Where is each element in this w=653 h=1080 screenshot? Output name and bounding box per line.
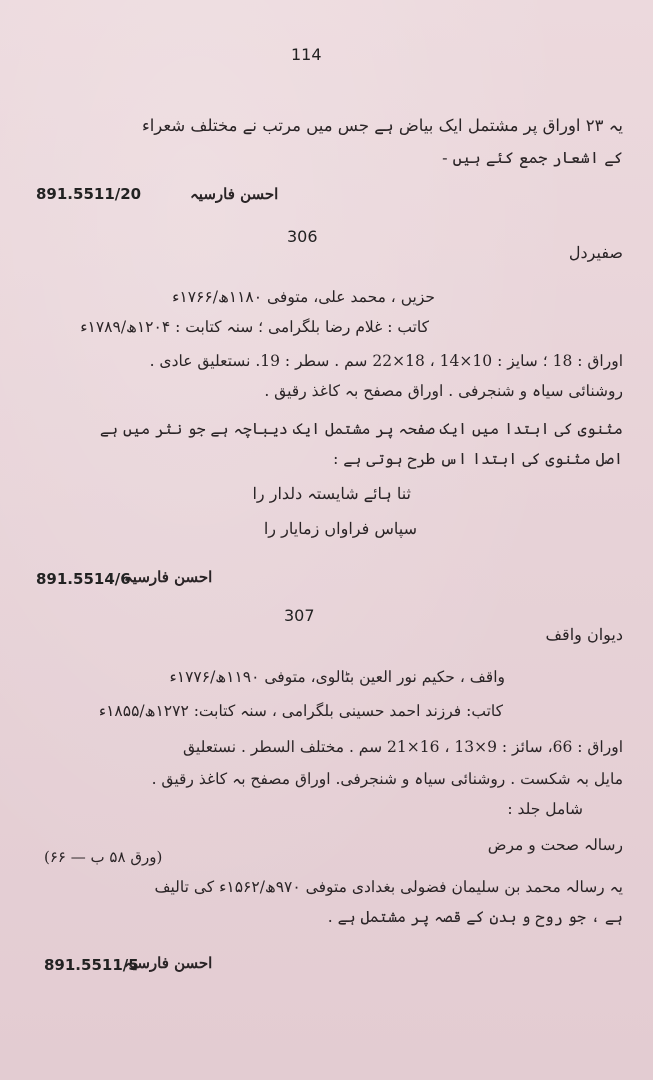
entry-305-call-number: 891.5511/20 [36,185,142,203]
entry-305-text-line-2: کے اشعار جمع کئے ہیں - [442,148,623,167]
entry-306-collection: احسن فارسیہ [124,568,213,586]
entry-307-scribe: کاتب: فرزند احمد حسینی بلگرامی ، سنہ کتابت: ۱۲۷۲ھ/۱۸۵۵ء [98,702,503,720]
entry-307-contains-label: شامل جلد : [507,800,583,818]
entry-306-verse-2: سپاس فراواں زمایار را [263,519,417,538]
entry-307-description-line-1: یہ رسالہ محمد بن سلیمان فضولی بغدادی متوفی ۹۷۰ھ/۱۵۶۲ء کی تالیف [154,878,623,896]
entry-307-number: 307 [284,606,315,625]
entry-306-title: صفیردل [568,243,623,262]
entry-306-description-line-1: مثنوی کی ابتدا میں ایک صفحہ پر مشتمل ایک دیباچہ ہے جو نثر میں ہے [99,420,623,438]
page-number: 114 [291,45,322,64]
entry-306-author: حزیں ، محمد علی، متوفی ۱۱۸۰ھ/۱۷۶۶ء [172,288,435,306]
entry-307-call-number: 891.5511/5 [44,956,139,974]
entry-305-text-line-1: یہ ۲۳ اوراق پر مشتمل ایک بیاض ہے جس میں مرتب نے مختلف شعراء [141,116,623,135]
entry-307-treatise-folio: (ورق ۵۸ ب — ۶۶) [44,848,163,866]
entry-305-collection: احسن فارسیہ [190,185,279,203]
entry-306-folios-line-2: روشنائی سیاہ و شنجرفی . اوراق مصفح بہ کاغذ رقیق . [264,382,623,400]
entry-307-folios-line-1: اوراق : 66، سائز : 9×13 ، 16×21 سم . مختلف السطر . نستعلیق [183,738,623,756]
entry-307-author: واقف ، حکیم نور العین بٹالوی، متوفی ۱۱۹۰ھ/۱۷۷۶ء [169,668,505,686]
entry-306-call-number: 891.5514/6 [36,570,131,588]
entry-306-verse-1: ثنا ہائے شایستہ دلدار را [252,484,411,503]
entry-307-treatise-title: رسالہ صحت و مرض [487,836,623,854]
entry-307-folios-line-2: مایل بہ شکست . روشنائی سیاہ و شنجرفی. اوراق مصفح بہ کاغذ رقیق . [151,770,623,788]
entry-307-description-line-2: ہے ، جو روح و بدن کے قصہ پر مشتمل ہے . [327,908,623,926]
entry-306-number: 306 [287,227,318,246]
entry-307-title: دیوان واقف [545,625,623,644]
entry-306-description-line-2: اصل مثنوی کی ابتدا اس طرح ہوتی ہے : [333,450,623,468]
entry-306-folios-line-1: اوراق : 18 ؛ سایز : 10×14 ، 18×22 سم . سطر : 19. نستعلیق عادی . [149,352,623,370]
entry-307-collection: احسن فارسیہ [124,954,213,972]
entry-306-scribe: کاتب : غلام رضا بلگرامی ؛ سنہ کتابت : ۱۲۰۴ھ/۱۷۸۹ء [80,318,429,336]
